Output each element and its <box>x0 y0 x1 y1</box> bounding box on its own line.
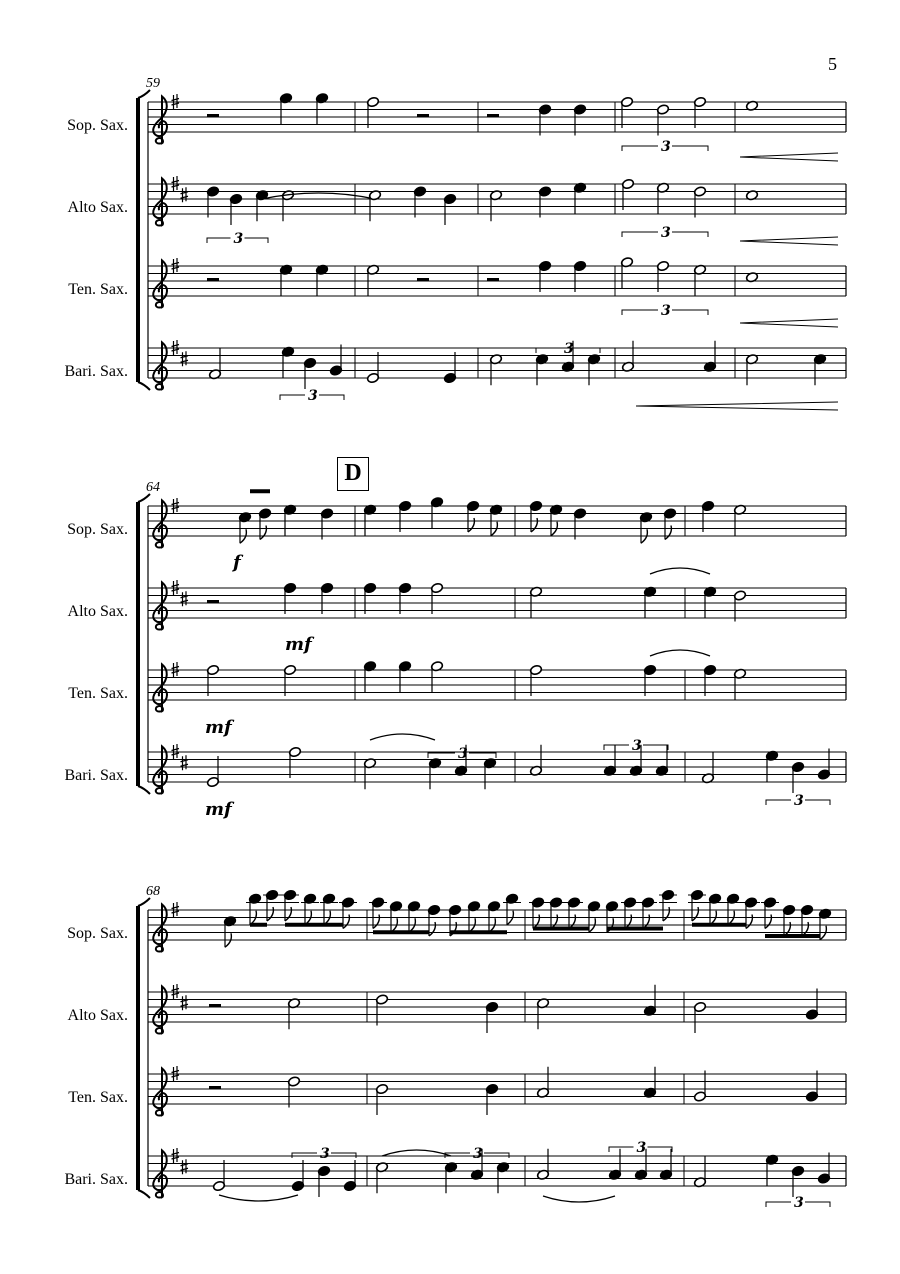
note-flag <box>643 915 649 929</box>
rehearsal-mark-d: D <box>337 457 369 491</box>
tuplet-number: 3 <box>233 231 244 247</box>
note-flag <box>373 915 379 929</box>
dynamic-marking: mf <box>205 717 232 738</box>
treble-clef-icon <box>153 96 167 143</box>
staff-label-baritone: Bari. Sax. <box>64 767 128 784</box>
bracket-hook <box>138 898 150 906</box>
slur <box>543 1196 615 1202</box>
dynamic-marking: mf <box>285 634 312 655</box>
bracket-hook <box>138 382 150 390</box>
treble-clef-icon <box>153 746 167 793</box>
sharp-icon <box>181 187 189 202</box>
half-rest <box>209 1086 221 1090</box>
note-flag <box>533 915 539 929</box>
note-flag <box>746 915 752 929</box>
note-flag <box>429 922 435 936</box>
note-beam <box>607 927 663 931</box>
tuplet-number: 3 <box>320 1146 330 1162</box>
note-beam <box>765 934 820 938</box>
half-rest <box>207 600 219 604</box>
tuplet-number: 3 <box>564 341 574 357</box>
decrescendo-hairpin <box>636 402 838 410</box>
note-flag <box>802 922 808 936</box>
note-flag <box>784 922 790 936</box>
slur <box>382 1150 451 1156</box>
staff-label-alto: Alto Sax. <box>67 1007 128 1024</box>
note-beam <box>692 923 746 927</box>
measure-number-59: 59 <box>146 76 160 91</box>
slur <box>650 650 710 656</box>
decrescendo-hairpin <box>740 237 838 245</box>
half-rest <box>209 1004 221 1008</box>
note-flag <box>343 915 349 929</box>
system-bracket <box>136 98 140 382</box>
note-flag <box>765 915 771 929</box>
tuplet-number: 3 <box>636 1140 647 1156</box>
staff-label-tenor: Ten. Sax. <box>68 685 128 702</box>
sharp-icon <box>181 1159 189 1174</box>
staff-label-baritone: Bari. Sax. <box>64 1171 128 1188</box>
treble-clef-icon <box>153 986 167 1033</box>
slur <box>370 734 435 740</box>
treble-clef-icon <box>153 1150 167 1197</box>
tuplet-number: 3 <box>661 225 671 241</box>
tuplet-number: 3 <box>794 793 804 809</box>
decrescendo-hairpin <box>740 319 838 327</box>
slur <box>262 193 375 199</box>
tuplet-number: 3 <box>632 738 642 754</box>
tuplet-number: 3 <box>794 1195 804 1211</box>
staff-label-soprano: Sop. Sax. <box>67 117 128 134</box>
half-rest <box>487 114 499 118</box>
treble-clef-icon <box>153 1068 167 1115</box>
measure-number-64: 64 <box>146 480 160 495</box>
note-beam <box>285 923 343 927</box>
treble-clef-icon <box>153 664 167 711</box>
slur <box>650 568 710 574</box>
dynamic-marking: mf <box>205 799 232 820</box>
note-beam <box>373 930 429 934</box>
treble-clef-icon <box>153 904 167 951</box>
half-rest <box>207 114 219 118</box>
treble-clef-icon <box>153 582 167 629</box>
decrescendo-hairpin <box>740 153 838 161</box>
treble-clef-icon <box>153 178 167 225</box>
bracket-hook <box>138 494 150 502</box>
note-flag <box>468 518 474 532</box>
system-bracket <box>136 906 140 1190</box>
note-flag <box>663 907 669 921</box>
tuplet-number: 3 <box>661 303 671 319</box>
staff-label-alto: Alto Sax. <box>67 199 128 216</box>
half-rest <box>207 278 219 282</box>
note-flag <box>285 907 291 921</box>
bracket-hook <box>138 90 150 98</box>
staff-label-baritone: Bari. Sax. <box>64 363 128 380</box>
system-bracket <box>136 502 140 786</box>
sharp-icon <box>181 351 189 366</box>
staff-label-alto: Alto Sax. <box>67 603 128 620</box>
dynamic-marking: f <box>233 552 241 573</box>
staff-label-tenor: Ten. Sax. <box>68 1089 128 1106</box>
note-beam <box>250 923 267 927</box>
half-rest <box>417 278 429 282</box>
sharp-icon <box>181 995 189 1010</box>
bracket-hook <box>138 1190 150 1198</box>
tuplet-number: 3 <box>458 746 468 762</box>
note-flag <box>531 518 537 532</box>
measure-number-68: 68 <box>146 884 160 899</box>
sharp-icon <box>181 591 189 606</box>
staff-label-tenor: Ten. Sax. <box>68 281 128 298</box>
note-flag <box>551 915 557 929</box>
note-beam <box>450 930 507 934</box>
bracket-hook <box>138 786 150 794</box>
staff-label-soprano: Sop. Sax. <box>67 925 128 942</box>
note-beam <box>533 927 589 931</box>
slur <box>219 1195 298 1201</box>
tuplet-number: 3 <box>308 388 318 404</box>
treble-clef-icon <box>153 260 167 307</box>
staff-label-soprano: Sop. Sax. <box>67 521 128 538</box>
page-number: 5 <box>828 54 837 74</box>
tuplet-number: 3 <box>473 1146 483 1162</box>
note-flag <box>267 907 273 921</box>
sharp-icon <box>181 755 189 770</box>
half-rest <box>487 278 499 282</box>
note-flag <box>692 907 698 921</box>
tuplet-number: 3 <box>661 139 671 155</box>
treble-clef-icon <box>153 342 167 389</box>
note-flag <box>260 526 266 540</box>
note-beam <box>250 489 270 493</box>
half-rest <box>417 114 429 118</box>
note-flag <box>569 915 575 929</box>
note-flag <box>625 915 631 929</box>
note-flag <box>665 526 671 540</box>
treble-clef-icon <box>153 500 167 547</box>
